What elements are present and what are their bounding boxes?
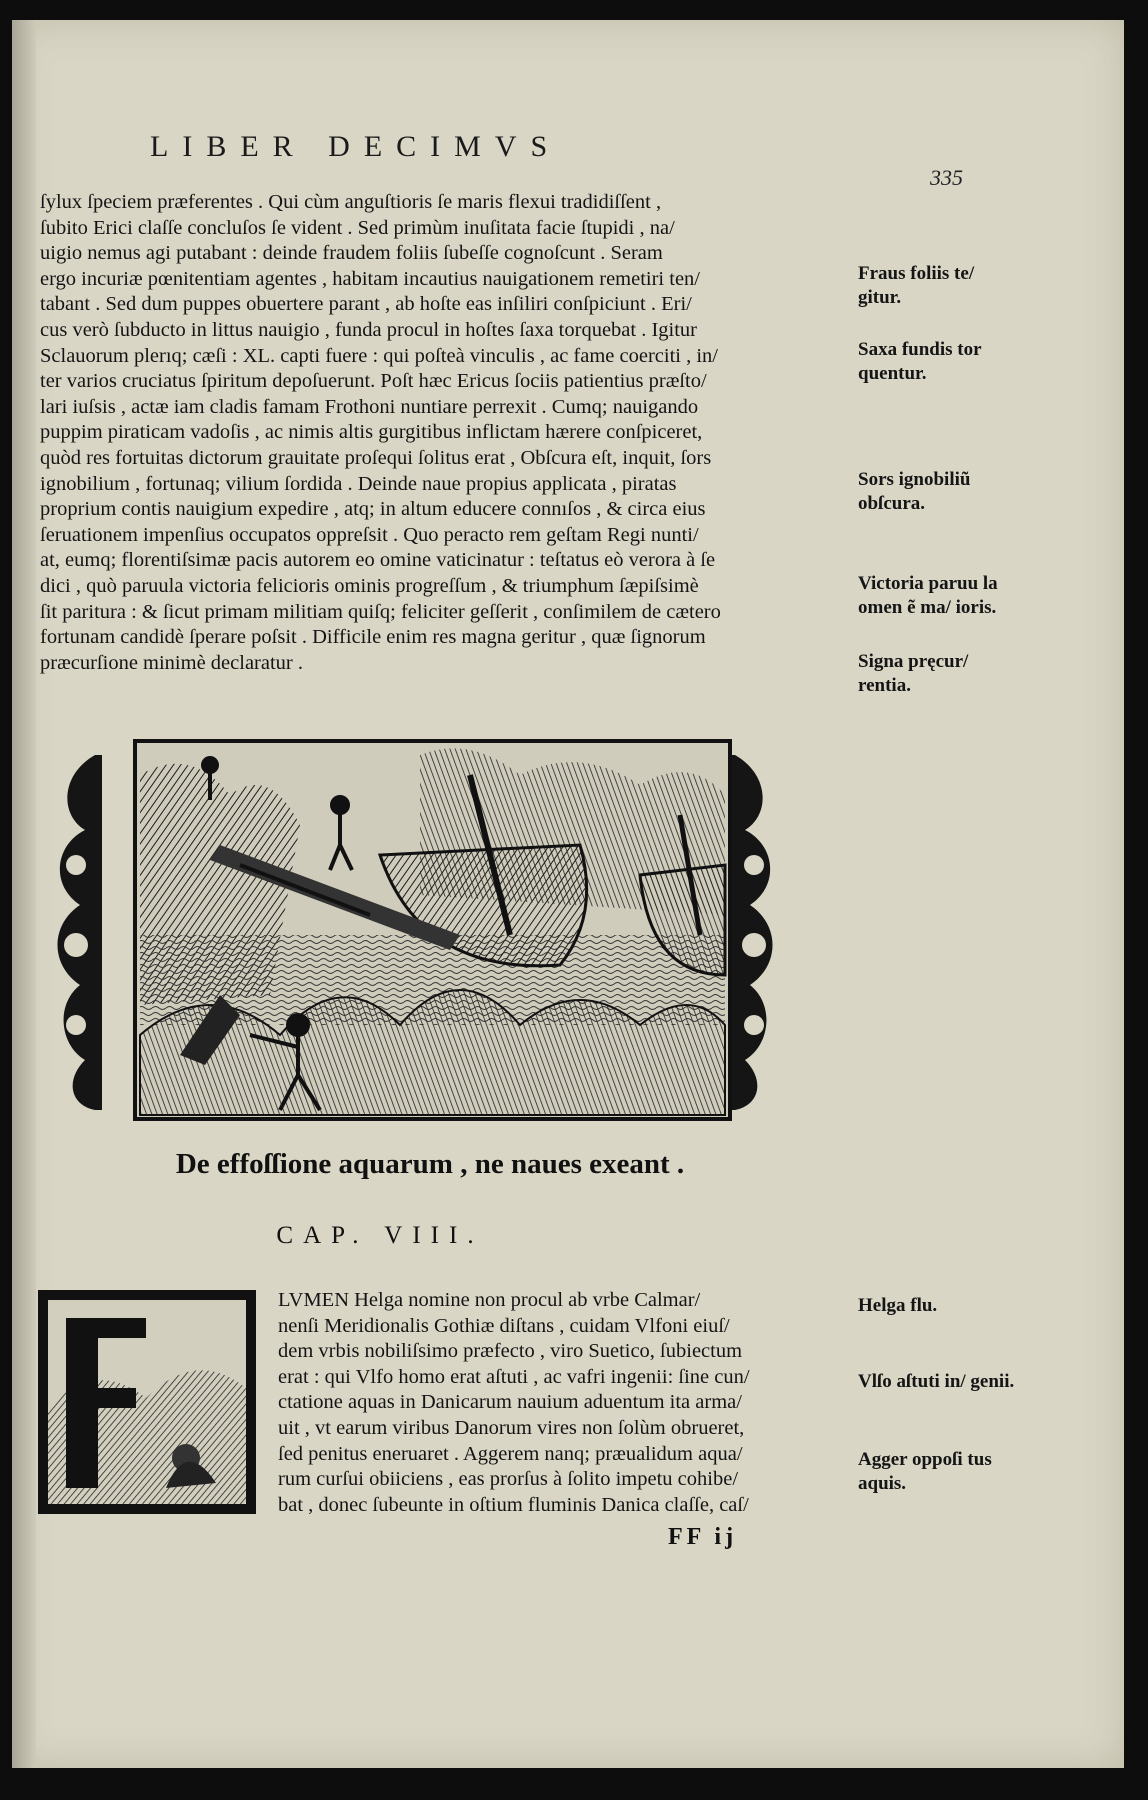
- text-line: rum curſui obiiciens , eas prorſus à ſolito impetu cohibe/: [278, 1468, 739, 1491]
- text-line: at, eumq; florentiſsimæ pacis autorem eo omine vaticinatur : teſtatus eò verora à ſe: [40, 549, 716, 572]
- page-edge-shadow: [12, 20, 36, 1768]
- text-line: puppim piraticam vadoſis , ac nimis altis gurgitibus inflictam hærere conſpiceret,: [40, 421, 703, 444]
- text-line: ſed penitus eneruaret . Aggerem nanq; præualidum aqua/: [278, 1442, 743, 1465]
- text-line: dici , quò paruula victoria felicioris ominis progreſſum , & triumphum ſæpiſsimè: [40, 574, 699, 597]
- text-line: quòd res fortuitas dictorum grauitate proſequi ſolitus erat , Obſcura eſt, inquit, ſors: [40, 446, 712, 469]
- chapter-heading: CAP. VIII.: [276, 1222, 484, 1249]
- text-line: LVMEN Helga nomine non procul ab vrbe Calmar/: [278, 1289, 701, 1311]
- text-line: dem vrbis nobiliſsimo præfecto , viro Suetico, ſubiectum: [278, 1340, 743, 1363]
- text-line: cus verò ſubducto in littus nauigio , funda procul in hoſtes ſaxa torquebat . Igitur: [40, 318, 698, 341]
- text-line: lari iuſsis , actæ iam cladis famam Frothoni nuntiare perrexit . Cumq; nauigando: [40, 395, 699, 418]
- woodcut-illustration: [40, 735, 820, 1125]
- initial-svg: [36, 1288, 258, 1516]
- text-line: ergo incuriæ pœnitentiam agentes , habitam incautius nauigationem remetiri ten/: [40, 267, 700, 290]
- chapter-text-block: [278, 1288, 848, 1518]
- text-line: ſylux ſpeciem præferentes . Qui cùm anguſtioris ſe maris flexui tradidiſſent ,: [40, 191, 662, 213]
- main-text-block: [40, 190, 850, 676]
- right-ornament: [728, 755, 773, 1110]
- text-line: uigio nemus agi putabant : deinde fraudem foliis ſubeſſe cognoſcunt . Seram: [40, 242, 663, 265]
- text-line: tabant . Sed dum puppes obuertere parant , ab hoſte eas inſiliri conſpiciunt . Eri/: [40, 293, 692, 316]
- text-line: proprium contis nauigium expedire , atq; in altum educere connıſos , & circa eius: [40, 498, 706, 521]
- text-line: fortunam candidè ſperare poſsit . Difficile enim res magna geritur , quæ ſignorum: [40, 626, 706, 649]
- text-line: præcurſione minimè declaratur .: [40, 651, 303, 674]
- text-line: Sclauorum plerıq; cæſi : XL. capti fuere : qui poſteà vinculis , ac fame coerciti , in/: [40, 344, 718, 367]
- text-line: ſeruationem impenſius occupatos oppreſsit . Quo peracto rem geſtam Regi nunti/: [40, 523, 699, 546]
- folio-number: 335: [930, 165, 963, 190]
- text-line: ſubito Erici claſſe concluſos ſe vident . Sed primùm inuſitata facie ſtupidi , na/: [40, 216, 675, 239]
- text-line: nenſi Meridionalis Gothiæ diſtans , cuidam Vlfoni eiuſ/: [278, 1314, 730, 1337]
- margin-note: Fraus foliis te/ gitur.: [858, 263, 975, 308]
- text-line: ignobilium , fortunaq; vilium ſordida . Deinde naue propius applicata , piratas: [40, 472, 677, 495]
- margin-note: Agger oppoſi tus aquis.: [858, 1449, 992, 1494]
- printer-signature: FF ij: [668, 1524, 738, 1550]
- text-line: erat : qui Vlfo homo erat aſtuti , ac vafri ingenii: ſine cun/: [278, 1365, 750, 1388]
- margin-note: Vlſo aſtuti in/ genii.: [858, 1371, 1015, 1392]
- margin-note: Signa pręcur/ rentia.: [858, 651, 969, 696]
- text-line: bat , donec ſubeunte in oſtium fluminis Danica claſſe, caſ/: [278, 1493, 749, 1516]
- decorated-initial: [36, 1288, 258, 1516]
- woodcut-svg: [40, 735, 820, 1125]
- text-line: ſit paritura : & ſicut primam militiam quiſq; feliciter geſſerit , conſimilem de cætero: [40, 600, 721, 623]
- margin-note: Saxa fundis tor quentur.: [858, 339, 982, 384]
- running-head: LIBER DECIMVS: [150, 130, 562, 163]
- text-line: uit , vt earum viribus Danorum vires non ſolùm obrueret,: [278, 1416, 745, 1439]
- margin-note: Sors ignobiliũ obſcura.: [858, 469, 971, 514]
- margin-note: Victoria paruu la omen ẽ ma/ ioris.: [858, 573, 998, 618]
- text-line: ctatione aquas in Danicarum nauium aduentum ita arma/: [278, 1391, 742, 1414]
- left-ornament: [58, 755, 103, 1110]
- text-line: ter varios cruciatus ſpiritum depoſuerunt. Poſt hæc Ericus ſociis patientius præſto/: [40, 370, 707, 393]
- woodcut-caption: De effoſſione aquarum , ne naues exeant .: [175, 1148, 685, 1180]
- margin-note: Helga flu.: [858, 1295, 938, 1316]
